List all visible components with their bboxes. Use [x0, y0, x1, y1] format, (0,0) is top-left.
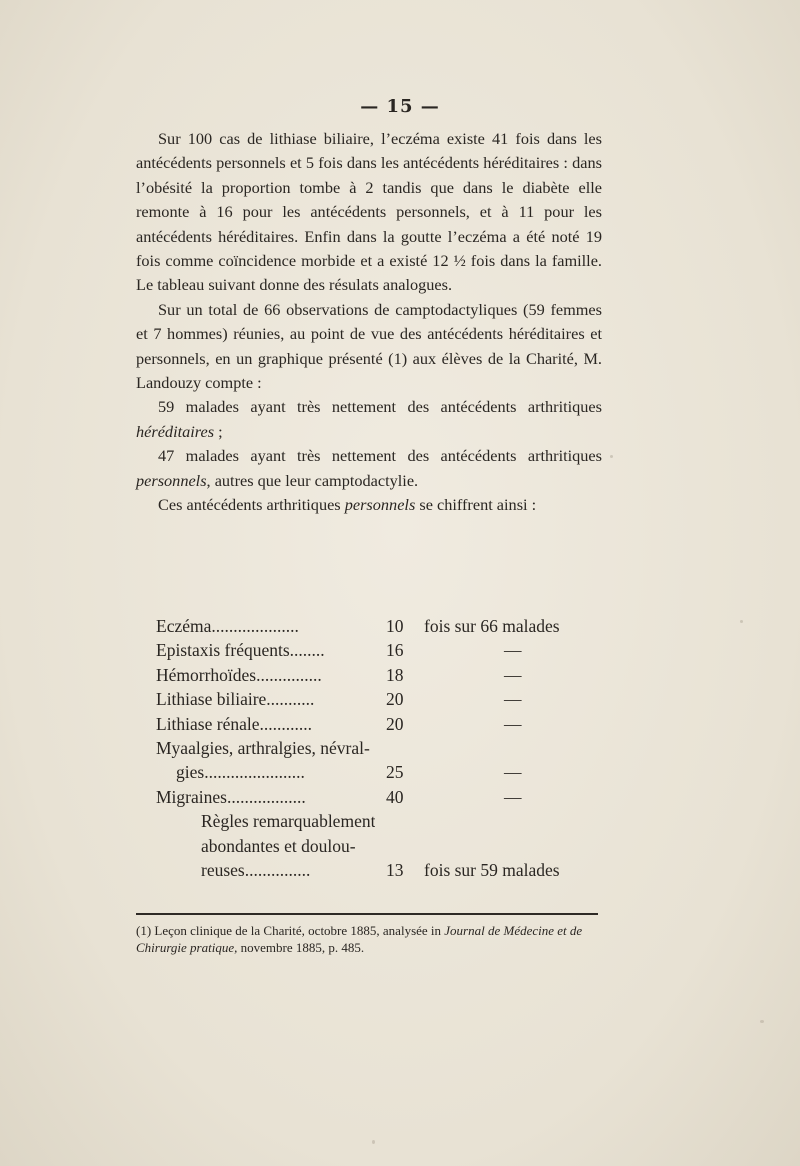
paragraph-2: Sur un total de 66 observations de camptodactyliques (59 femmes et 7 hommes) réunies, au point de vue des antécédents héréditaires et personnels, en un graphique présenté (1) aux élèves de la Charité, M. Landouzy compte :: [136, 299, 602, 393]
table-row-unit: fois sur 66 malades: [424, 616, 560, 636]
table-row-label: gies.......................: [176, 762, 305, 783]
table-row-unit: fois sur 59 malades: [424, 860, 560, 881]
table-row-label: Règles remarquablement: [201, 811, 376, 832]
table-row-count: 16: [386, 640, 404, 661]
table-row-label: abondantes et doulou-: [201, 835, 356, 856]
table-row-label: Epistaxis fréquents........: [156, 640, 325, 661]
footnote-date: novembre 1885, p. 485.: [237, 940, 365, 955]
table-row: [156, 858, 606, 882]
table-row: [156, 663, 606, 687]
table-row-count: 10: [386, 616, 404, 636]
table-row-label: reuses...............: [201, 860, 311, 881]
paper-speck: [610, 455, 613, 458]
list-item-hereditary: [136, 395, 602, 444]
table-row-label: Lithiase biliaire...........: [156, 689, 315, 710]
paragraph-1: Sur 100 cas de lithiase biliaire, l’eczéma existe 41 fois dans les antécédents personnels et 5 fois dans les antécédents héréditaires : dans l’obésité la proportion tombe à 2 tandis que dans le diabète elle remonte à 16 pour les antécédents personnels, et à 11 pour les antécédents héréditaires. Enfin dans la goutte l’eczéma a été noté 19 fois comme coïncidence morbide et a existé 12 ½ fois dans la famille. Le tableau suivant donne des résulats analogues.: [136, 129, 602, 295]
antecedents-table: [156, 614, 606, 882]
table-row-count: 25: [386, 762, 404, 783]
table-row-unit: —: [504, 664, 522, 685]
item-text: 59 malades ayant très nettement des antécédents arthritiques: [158, 397, 602, 417]
table-row: [156, 712, 606, 736]
paper-speck: [760, 1020, 764, 1023]
footnote-rule: [136, 913, 598, 915]
emphasis: personnels: [136, 470, 207, 490]
table-row: [156, 785, 606, 809]
table-row-unit: —: [504, 689, 522, 710]
table-row-unit: —: [504, 640, 522, 661]
table-row-label: Eczéma....................: [156, 616, 299, 636]
table-row-label: Lithiase rénale............: [156, 713, 312, 734]
emphasis: héréditaires: [136, 421, 215, 441]
table-row-label: Hémorrhoïdes...............: [156, 664, 322, 685]
table-row-count: 18: [386, 664, 404, 685]
item-text: Ces antécédents arthritiques: [158, 495, 341, 515]
table-row-label: Myaalgies, arthralgies, névral-: [156, 738, 370, 759]
table-row-label: Migraines..................: [156, 786, 306, 807]
item-suffix: se chiffrent ainsi :: [415, 495, 537, 515]
footnote: [136, 922, 606, 956]
emphasis: personnels: [344, 495, 416, 515]
table-row: [156, 614, 606, 638]
table-row-unit: —: [504, 713, 522, 734]
footnote-text: [136, 922, 606, 956]
table-row: [156, 687, 606, 711]
table-row: [156, 638, 606, 662]
paragraph-3: [136, 493, 602, 517]
table-row-count: 40: [386, 786, 404, 807]
footnote-source: (1) Leçon clinique de la Charité, octobre 1885, analysée in: [136, 923, 442, 938]
item-suffix: ;: [214, 421, 223, 441]
item-text: 47 malades ayant très nettement des antécédents arthritiques: [158, 446, 602, 466]
list-item-personal: [136, 444, 602, 493]
footnote-journal: Journal de Médecine et de Chirurgie pratique,: [136, 923, 583, 955]
table-row-unit: —: [504, 786, 522, 807]
table-row-count: 13: [386, 860, 404, 881]
table-row: [156, 809, 606, 833]
paper-speck: [372, 1140, 375, 1144]
item-suffix: , autres que leur camptodactylie.: [206, 470, 419, 490]
table-row-unit: —: [504, 762, 522, 783]
table-row: [156, 834, 606, 858]
table-row: [156, 760, 606, 784]
page-number: — 15 —: [360, 96, 440, 117]
table-row: [156, 736, 606, 760]
table-row-count: 20: [386, 713, 404, 734]
table-row-count: 20: [386, 689, 404, 710]
paper-speck: [740, 620, 743, 623]
body-text: [136, 127, 602, 518]
